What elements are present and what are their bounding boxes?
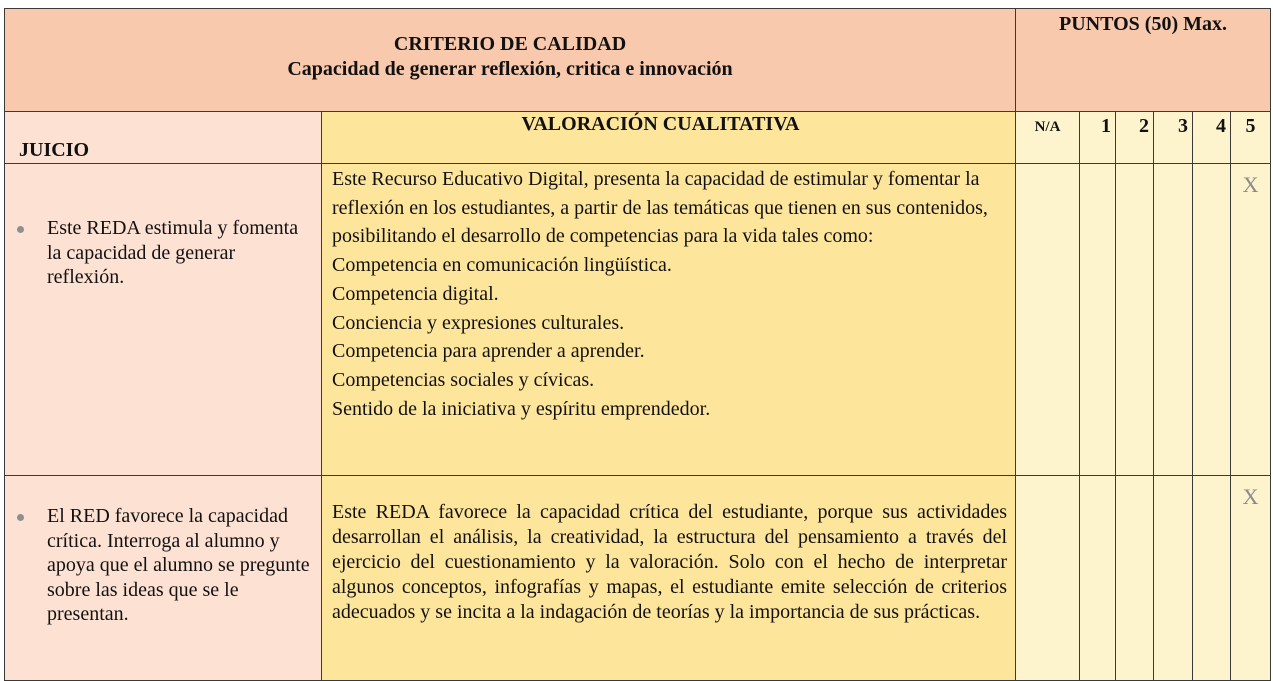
- assessment-cell: [322, 476, 1016, 681]
- assessment-intro: Este Recurso Educativo Digital, presenta la capacidad de estimular y fomentar la reflexión en los estudiantes, a partir de las temáticas que tienen en sus contenidos, posibilitando el desarrollo de competencias para la vida tales como:: [332, 168, 988, 248]
- title-row: [5, 9, 1271, 112]
- judge-cell: [5, 476, 322, 681]
- score-cell-1: [1080, 476, 1116, 681]
- assessment-text: [322, 164, 1015, 423]
- score-cell-4: [1193, 476, 1231, 681]
- list-item: [5, 216, 321, 290]
- points-header: [1016, 9, 1271, 112]
- points-label: PUNTOS (50) Max.: [1059, 13, 1228, 35]
- score-cell-3: [1154, 164, 1193, 476]
- judge-column-header: JUICIO: [5, 112, 322, 164]
- score-mark: X: [1242, 172, 1259, 197]
- scale-header-na: N/A: [1016, 112, 1080, 164]
- bullet-icon: [5, 504, 47, 528]
- scale-header-5: 5: [1231, 112, 1271, 164]
- judge-text: El RED favorece la capacidad crítica. Interroga al alumno y apoya que el alumno se pregunte sobre las ideas que se le presentan.: [47, 505, 310, 625]
- competency-item: Competencia para aprender a aprender.: [332, 340, 645, 363]
- scale-header-2: 2: [1116, 112, 1154, 164]
- score-cell-4: [1193, 164, 1231, 476]
- scale-header-1: 1: [1080, 112, 1116, 164]
- assessment-text: Este REDA favorece la capacidad crítica del estudiante, porque sus actividades desarrollan el análisis, la creatividad, la estructura del pensamiento a través del ejercicio del cuestionamiento y la valoración. Solo con el hecho de interpretar algunos conceptos, infografías y mapas, el estudiante emite selección de criterios adecuados y se incita a la indagación de teorías y la importancia de sus prácticas.: [332, 501, 1008, 623]
- judge-cell: [5, 164, 322, 476]
- score-cell-5: [1231, 476, 1271, 681]
- score-cell-2: [1116, 476, 1154, 681]
- scale-header-4: 4: [1193, 112, 1231, 164]
- judge-text: Este REDA estimula y fomenta la capacidad de generar reflexión.: [47, 217, 299, 288]
- score-mark: X: [1242, 484, 1259, 509]
- scale-header-3: 3: [1154, 112, 1193, 164]
- score-cell-na: [1016, 476, 1080, 681]
- competency-item: Sentido de la iniciativa y espíritu emprendedor.: [332, 397, 711, 420]
- criterion-row: [5, 476, 1271, 681]
- score-cell-3: [1154, 476, 1193, 681]
- criterion-title-cell: [5, 9, 1016, 112]
- criterion-row: [5, 164, 1271, 476]
- criterion-subtitle: Capacidad de generar reflexión, critica e innovación: [287, 58, 733, 80]
- bullet-icon: [5, 216, 47, 240]
- competency-item: Conciencia y expresiones culturales.: [332, 311, 625, 334]
- quality-criteria-table: [4, 8, 1271, 681]
- competency-item: Competencia digital.: [332, 282, 499, 305]
- column-header-row: [5, 112, 1271, 164]
- criterion-title: CRITERIO DE CALIDAD: [393, 33, 627, 55]
- competency-item: Competencia en comunicación lingüística.: [332, 254, 672, 277]
- score-cell-2: [1116, 164, 1154, 476]
- score-cell-1: [1080, 164, 1116, 476]
- score-cell-5: [1231, 164, 1271, 476]
- assessment-column-header: VALORACIÓN CUALITATIVA: [322, 112, 1016, 164]
- score-cell-na: [1016, 164, 1080, 476]
- assessment-cell: [322, 164, 1016, 476]
- list-item: [5, 504, 321, 627]
- competency-item: Competencias sociales y cívicas.: [332, 368, 595, 391]
